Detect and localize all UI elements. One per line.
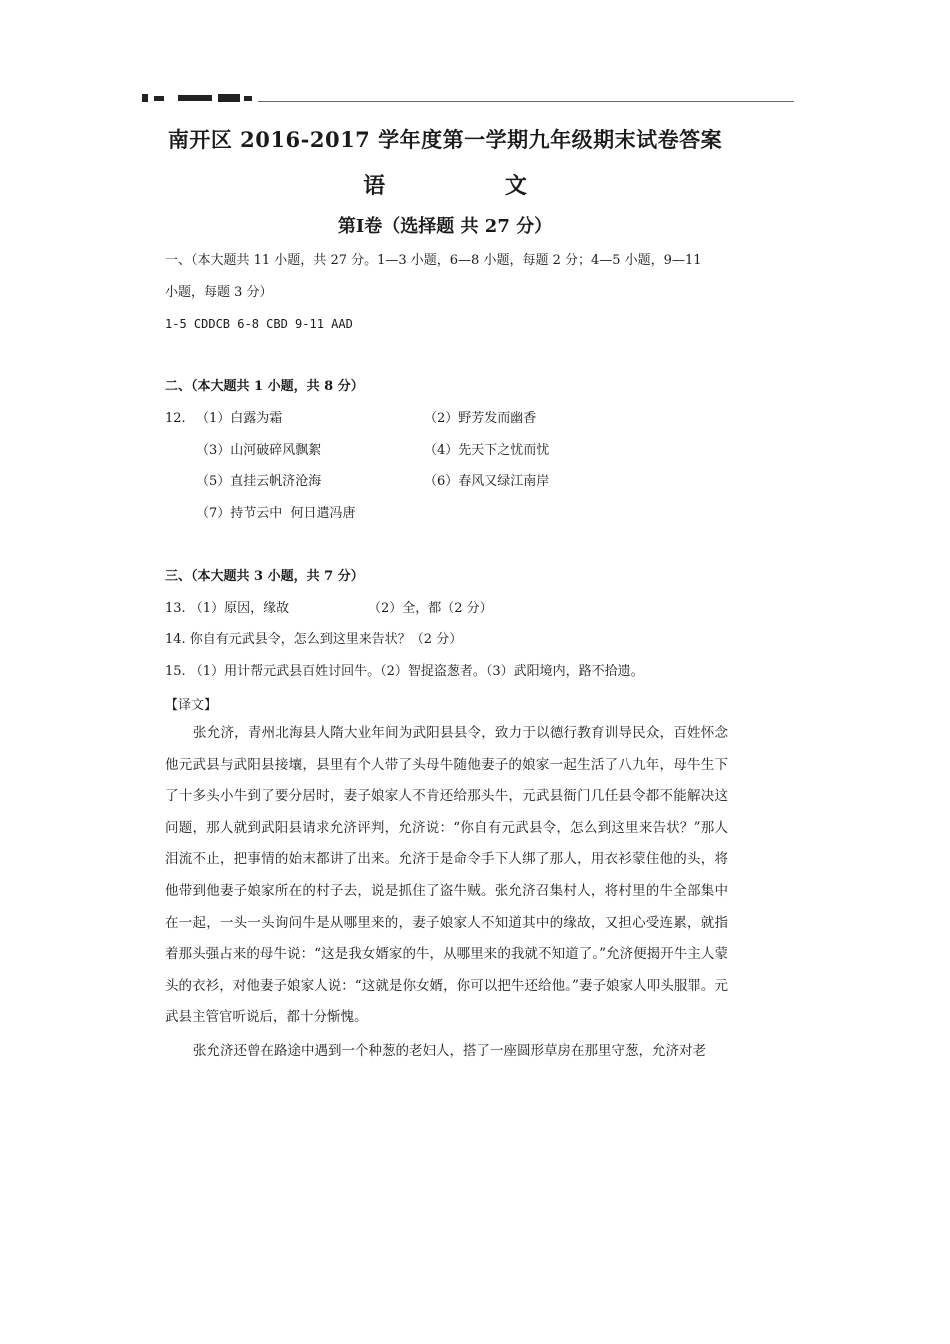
q12-item-2: （2）野芳发而幽香 — [424, 411, 537, 426]
part1-heading-line1: 一、（本大题共 11 小题，共 27 分。1—3 小题，6—8 小题，每题 2 分；4—5 小题，9—11 — [165, 253, 702, 268]
header-rule — [258, 101, 794, 102]
q13-answer-2: （2）全，都（2 分） — [368, 601, 493, 616]
q12-number: 12. — [165, 411, 186, 426]
header-logo-mark — [142, 94, 254, 102]
q14-answer: 14. 你自有元武县令，怎么到这里来告状？（2 分） — [165, 632, 463, 647]
translation-label: 【译文】 — [165, 698, 218, 713]
q12-item-1: （1）白露为霜 — [196, 411, 283, 426]
part1-answers: 1-5 CDDCB 6-8 CBD 9-11 AAD — [165, 317, 353, 331]
q12-item-3: （3）山河破碎风飘絮 — [196, 443, 322, 458]
translation-paragraph-1: 张允济，青州北海县人隋大业年间为武阳县县令，致力于以德行教育训导民众，百姓怀念他元武县与武阳县接壤，县里有个人带了头母牛随他妻子的娘家一起生活了八九年，母牛生下了十多头小牛到了要分居时，妻子娘家人不肯还给那头牛，元武县衙门几任县令都不能解决这问题，那人就到武阳县请求允济评判，允济说：“你自有元武县令，怎么到这里来告状？”那人泪流不止，把事情的始末都讲了出来。允济于是命令手下人绑了那人，用衣衫蒙住他的头，将他带到他妻子娘家所在的村子去，说是抓住了盗牛贼。张允济召集村人，将村里的牛全部集中在一起，一头一头询问牛是从哪里来的，妻子娘家人不知道其中的缘故，又担心受连累，就指着那头强占来的母牛说：“这是我女婿家的牛，从哪里来的我就不知道了。”允济便揭开牛主人蒙头的衣衫，对他妻子娘家人说：“这就是你女婿，你可以把牛还给他。”妻子娘家人叩头服罪。元武县主管官听说后，都十分惭愧。 — [165, 725, 728, 1026]
translation-paragraph-2: 张允济还曾在路途中遇到一个种葱的老妇人，搭了一座圆形草房在那里守葱，允济对老 — [193, 1043, 706, 1059]
q12-item-5: （5）直挂云帆济沧海 — [196, 474, 322, 489]
document-title: 南开区 2016-2017 学年度第一学期九年级期末试卷答案 — [167, 127, 723, 152]
q12-item-6: （6）春风又绿江南岸 — [424, 474, 550, 489]
subject-title: 语 文 — [363, 173, 563, 199]
q12-item-4: （4）先天下之忧而忧 — [424, 443, 550, 458]
q13-answer-1: 13. （1）原因，缘故 — [165, 601, 290, 616]
part1-heading-line2: 小题，每题 3 分） — [165, 285, 273, 300]
part3-heading: 三、（本大题共 3 小题，共 7 分） — [165, 569, 364, 584]
q12-item-7: （7）持节云中 何日遣冯唐 — [196, 506, 356, 521]
section-title: 第Ⅰ卷（选择题 共 27 分） — [337, 216, 553, 237]
part2-heading: 二、（本大题共 1 小题，共 8 分） — [165, 379, 364, 394]
q15-answer: 15. （1）用计帮元武县百姓讨回牛。（2）智捉盗葱者。（3）武阳境内，路不拾遗。 — [165, 664, 644, 679]
